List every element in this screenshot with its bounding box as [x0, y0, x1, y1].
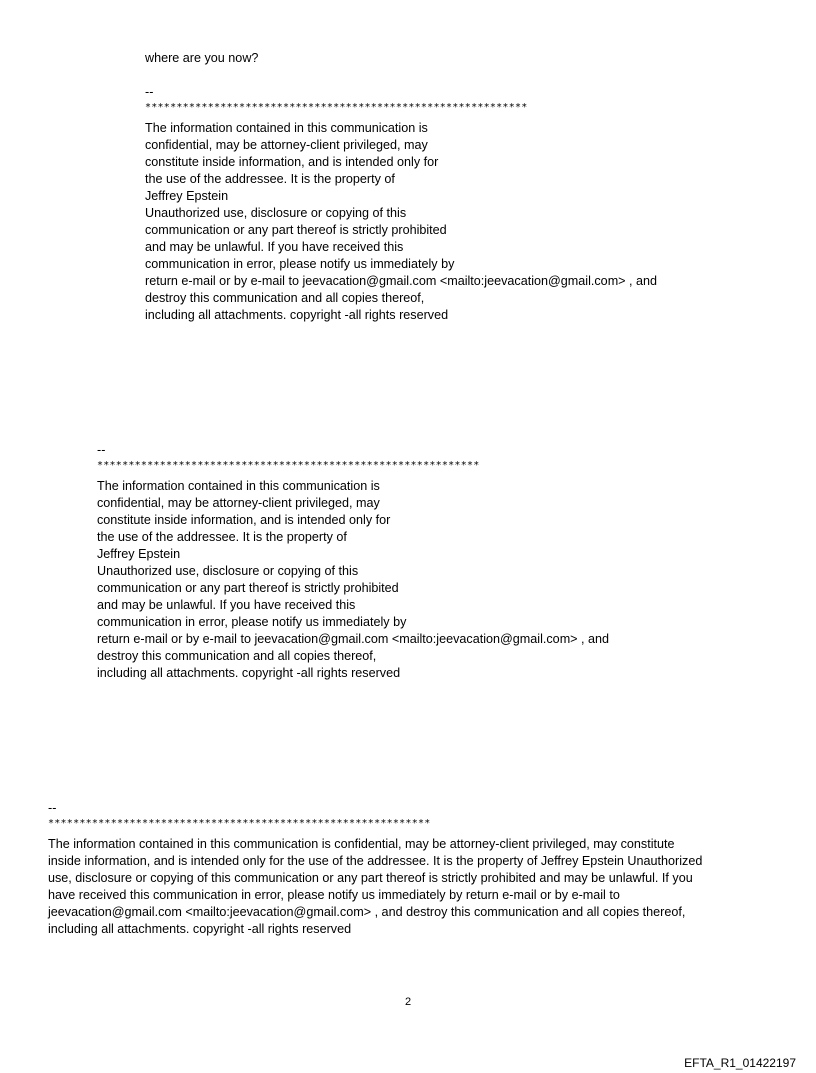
asterisk-divider: *************************************************************	[145, 102, 528, 113]
disclaimer-line: the use of the addressee. It is the property of	[145, 172, 395, 186]
disclaimer-line: communication in error, please notify us immediately by	[145, 257, 455, 271]
disclaimer-line: The information contained in this communication is	[145, 121, 428, 135]
asterisk-divider: *************************************************************	[97, 460, 480, 471]
disclaimer-line: Unauthorized use, disclosure or copying of this	[97, 564, 359, 578]
disclaimer-line: confidential, may be attorney-client privileged, may	[145, 138, 428, 152]
disclaimer-line: Unauthorized use, disclosure or copying of this	[145, 206, 407, 220]
disclaimer-line: the use of the addressee. It is the property of	[97, 530, 347, 544]
disclaimer-line: return e-mail or by e-mail to jeevacation@gmail.com <mailto:jeevacation@gmail.com> , and	[97, 632, 610, 646]
disclaimer-line: have received this communication in error, please notify us immediately by return e-mail or by e-mail to	[48, 888, 620, 902]
disclaimer-line: The information contained in this communication is confidential, may be attorney-client privileged, may constitute	[48, 837, 675, 851]
message-text: where are you now?	[145, 51, 259, 65]
disclaimer-line: return e-mail or by e-mail to jeevacation@gmail.com <mailto:jeevacation@gmail.com> , and	[145, 274, 658, 288]
disclaimer-line: confidential, may be attorney-client privileged, may	[97, 496, 380, 510]
signature-separator: --	[145, 85, 154, 99]
disclaimer-line: Jeffrey Epstein	[97, 547, 181, 561]
disclaimer-line: and may be unlawful. If you have received this	[97, 598, 356, 612]
disclaimer-line: including all attachments. copyright -all rights reserved	[145, 308, 449, 322]
disclaimer-line: The information contained in this communication is	[97, 479, 380, 493]
disclaimer-line: constitute inside information, and is intended only for	[145, 155, 439, 169]
page-number: 2	[404, 996, 412, 1008]
asterisk-divider: *************************************************************	[48, 818, 431, 829]
disclaimer-line: communication or any part thereof is strictly prohibited	[97, 581, 399, 595]
disclaimer-line: and may be unlawful. If you have received this	[145, 240, 404, 254]
disclaimer-line: including all attachments. copyright -all rights reserved	[97, 666, 401, 680]
document-id: EFTA_R1_01422197	[684, 1056, 796, 1070]
signature-separator: --	[48, 801, 57, 815]
signature-separator: --	[97, 443, 106, 457]
disclaimer-line: including all attachments. copyright -all rights reserved	[48, 922, 352, 936]
disclaimer-line: destroy this communication and all copies thereof,	[145, 291, 425, 305]
disclaimer-line: Jeffrey Epstein	[145, 189, 229, 203]
disclaimer-line: jeevacation@gmail.com <mailto:jeevacation@gmail.com> , and destroy this communication and all copies thereof,	[48, 905, 686, 919]
disclaimer-line: constitute inside information, and is intended only for	[97, 513, 391, 527]
disclaimer-line: communication or any part thereof is strictly prohibited	[145, 223, 447, 237]
disclaimer-line: use, disclosure or copying of this communication or any part thereof is strictly prohibited and may be unlawful. If you	[48, 871, 693, 885]
disclaimer-line: inside information, and is intended only for the use of the addressee. It is the property of Jeffrey Epstein Unauthorized	[48, 854, 703, 868]
disclaimer-line: destroy this communication and all copies thereof,	[97, 649, 377, 663]
disclaimer-line: communication in error, please notify us immediately by	[97, 615, 407, 629]
